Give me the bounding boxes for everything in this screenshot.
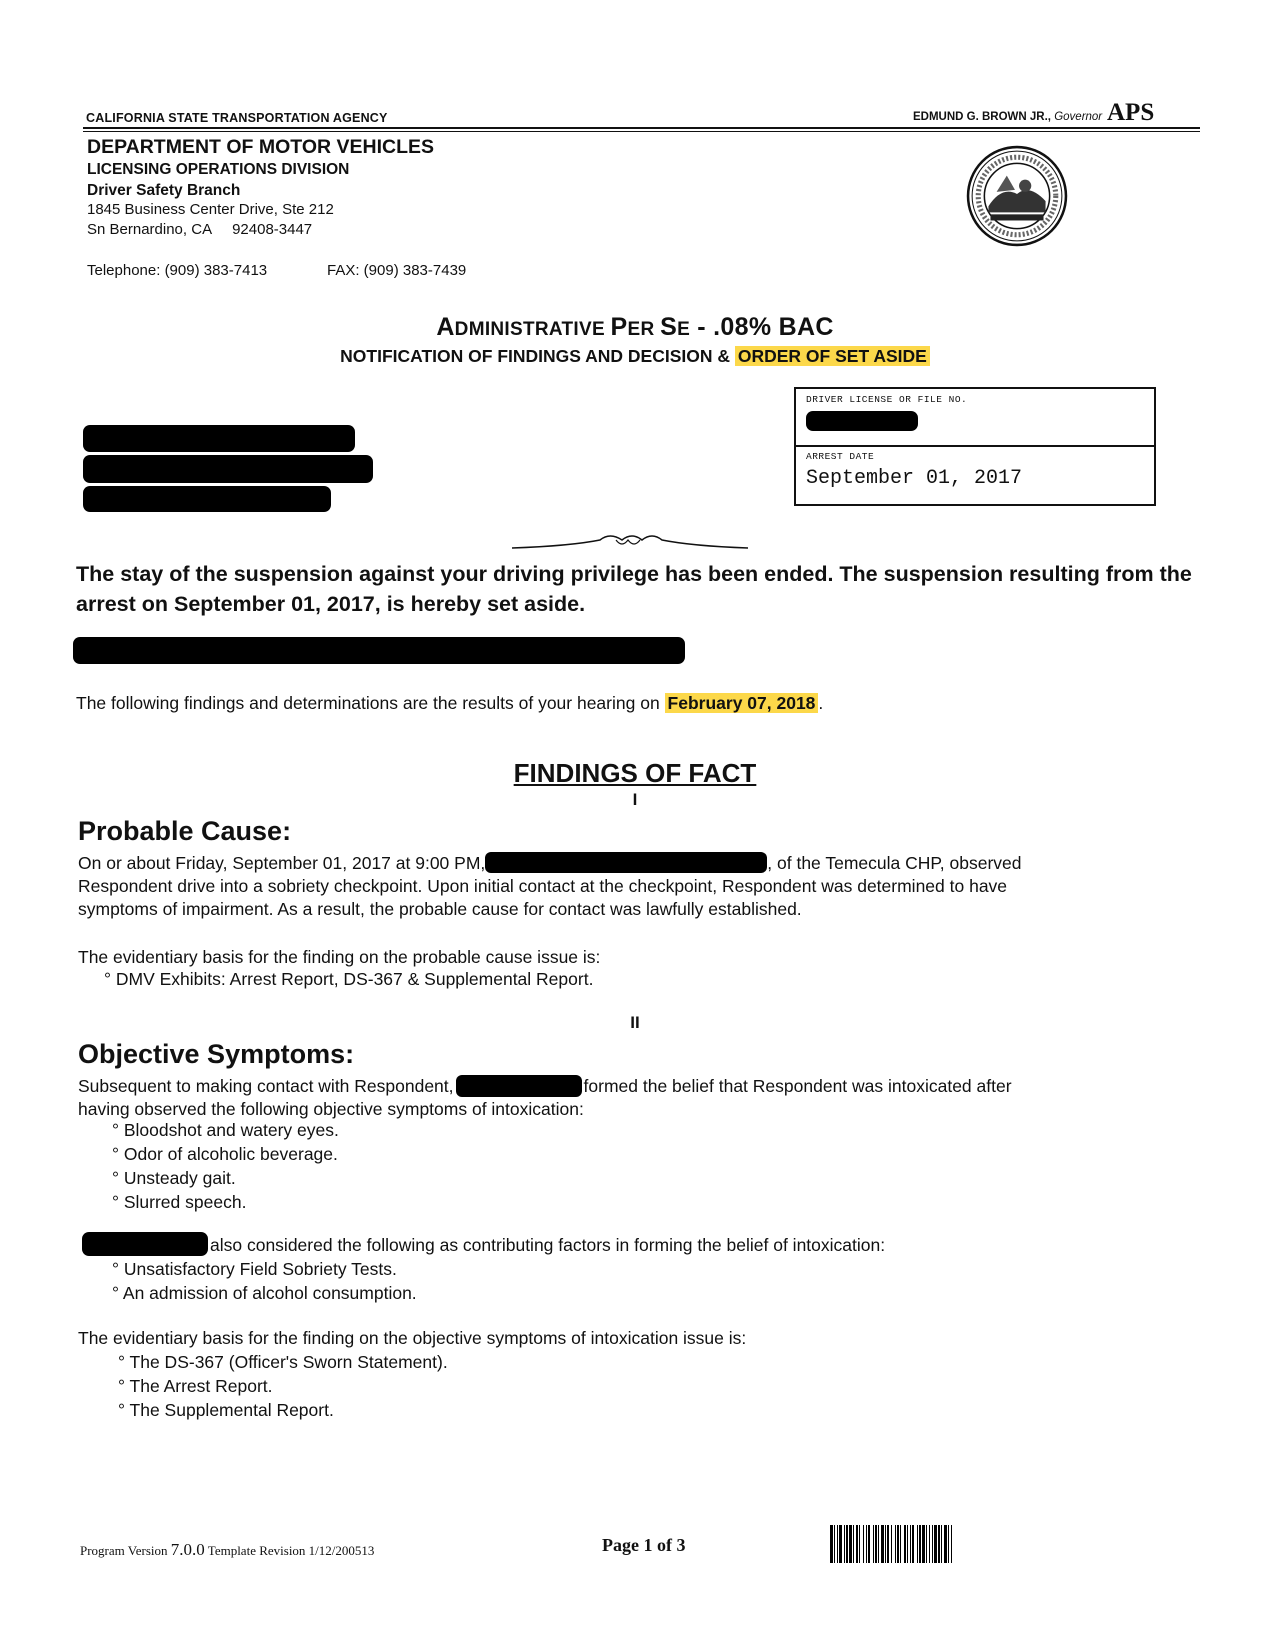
symptom-item: ° Unsteady gait. bbox=[112, 1168, 236, 1188]
text-run: On or about Friday, September 01, 2017 at 9:00 PM, bbox=[78, 853, 486, 873]
paragraph-line bbox=[78, 852, 1193, 875]
contributing-factors-intro: also considered the following as contributing factors in forming the belief of intoxication: bbox=[210, 1235, 886, 1255]
section-number: I bbox=[632, 790, 638, 809]
program-version bbox=[80, 1540, 374, 1560]
header-rule-thin bbox=[83, 131, 1200, 132]
department-name: DEPARTMENT OF MOTOR VEHICLES bbox=[87, 136, 435, 158]
arrest-date-label: ARREST DATE bbox=[806, 451, 875, 462]
hearing-date: February 07, 2018 bbox=[665, 693, 819, 713]
branch-name: Driver Safety Branch bbox=[87, 182, 241, 199]
barcode-bar bbox=[952, 1525, 953, 1563]
title-part: S bbox=[660, 313, 678, 341]
probable-cause-paragraph bbox=[78, 852, 1193, 921]
license-label: DRIVER LICENSE OR FILE NO. bbox=[806, 394, 968, 405]
factor-item: ° Unsatisfactory Field Sobriety Tests. bbox=[112, 1259, 397, 1279]
symptom-item: ° Bloodshot and watery eyes. bbox=[112, 1120, 339, 1140]
probable-cause-basis: The evidentiary basis for the finding on the probable cause issue is: bbox=[78, 947, 601, 967]
box-divider bbox=[796, 445, 1154, 447]
program-version-number: 7.0.0 bbox=[170, 1540, 205, 1559]
agency-name: CALIFORNIA STATE TRANSPORTATION AGENCY bbox=[86, 111, 388, 125]
subtitle-highlight: ORDER OF SET ASIDE bbox=[735, 346, 930, 366]
symptom-item: ° Odor of alcoholic beverage. bbox=[112, 1144, 338, 1164]
title-part: - .08% BAC bbox=[690, 313, 834, 341]
title-part: A bbox=[436, 313, 455, 341]
text-run: formed the belief that Respondent was intoxicated after bbox=[583, 1076, 1012, 1096]
objective-symptoms-paragraph bbox=[78, 1075, 1193, 1121]
hearing-suffix: . bbox=[818, 693, 824, 713]
governor-line bbox=[913, 111, 1102, 123]
text-run: , of the Temecula CHP, observed bbox=[767, 853, 1022, 873]
paragraph-line bbox=[78, 1075, 1193, 1098]
redaction bbox=[83, 425, 355, 452]
objective-symptoms-basis: The evidentiary basis for the finding on the objective symptoms of intoxication issue is: bbox=[78, 1328, 747, 1348]
redaction bbox=[806, 411, 918, 431]
redaction bbox=[456, 1075, 582, 1097]
basis-item: ° The DS-367 (Officer's Sworn Statement). bbox=[118, 1352, 448, 1372]
paragraph-line: symptoms of impairment. As a result, the probable cause for contact was lawfully established. bbox=[78, 899, 802, 919]
basis-item: ° The Supplemental Report. bbox=[118, 1400, 334, 1420]
section-heading-probable-cause: Probable Cause: bbox=[78, 816, 292, 846]
redaction bbox=[485, 852, 767, 873]
redaction bbox=[83, 455, 373, 483]
hearing-statement bbox=[76, 693, 823, 714]
document-subtitle bbox=[0, 346, 1270, 367]
arrest-date-value: September 01, 2017 bbox=[806, 467, 1023, 490]
fax: FAX: (909) 383-7439 bbox=[327, 262, 467, 279]
hearing-prefix: The following findings and determinations are the results of your hearing on bbox=[76, 693, 665, 713]
title-part: DMINISTRATIVE bbox=[454, 319, 611, 340]
symptom-item: ° Slurred speech. bbox=[112, 1192, 247, 1212]
stay-notice: The stay of the suspension against your driving privilege has been ended. The suspension resulting from the arrest on September 01, 2017, is hereby set aside. bbox=[76, 562, 1192, 616]
governor-title: Governor bbox=[1054, 111, 1103, 123]
division-name: LICENSING OPERATIONS DIVISION bbox=[87, 161, 350, 178]
program-code: APS bbox=[1107, 99, 1155, 126]
license-info-box bbox=[794, 387, 1156, 506]
governor-name: EDMUND G. BROWN JR., bbox=[913, 111, 1051, 123]
paragraph-line: Respondent drive into a sobriety checkpoint. Upon initial contact at the checkpoint, Respondent was determined to have bbox=[78, 876, 1008, 896]
title-part: ER bbox=[627, 319, 661, 340]
subtitle-prefix: NOTIFICATION OF FINDINGS AND DECISION & bbox=[340, 346, 735, 366]
document-title bbox=[0, 313, 1270, 342]
redaction bbox=[83, 486, 331, 512]
section-heading-objective-symptoms: Objective Symptoms: bbox=[78, 1039, 355, 1069]
ornament-flourish bbox=[510, 530, 750, 554]
template-revision: Template Revision 1/12/200513 bbox=[204, 1543, 375, 1558]
california-seal-icon bbox=[966, 145, 1068, 247]
text-run: Subsequent to making contact with Respondent, bbox=[78, 1076, 454, 1096]
title-part: E bbox=[677, 319, 691, 340]
paragraph-line: having observed the following objective symptoms of intoxication: bbox=[78, 1099, 584, 1119]
title-part: P bbox=[610, 313, 628, 341]
redaction bbox=[82, 1232, 208, 1256]
findings-title: FINDINGS OF FACT bbox=[513, 758, 757, 788]
telephone: Telephone: (909) 383-7413 bbox=[87, 262, 268, 279]
header-rule bbox=[83, 127, 1200, 129]
page-number: Page 1 of 3 bbox=[602, 1535, 686, 1555]
section-number: II bbox=[630, 1013, 640, 1032]
program-label: Program Version bbox=[80, 1543, 171, 1558]
factor-item: ° An admission of alcohol consumption. bbox=[112, 1283, 417, 1303]
basis-item: ° The Arrest Report. bbox=[118, 1376, 273, 1396]
redaction bbox=[73, 637, 685, 664]
basis-item: ° DMV Exhibits: Arrest Report, DS-367 & Supplemental Report. bbox=[104, 969, 594, 989]
address-line-1: 1845 Business Center Drive, Ste 212 bbox=[87, 201, 334, 218]
address-line-2: Sn Bernardino, CA 92408-3447 bbox=[87, 221, 313, 238]
barcode-icon bbox=[830, 1525, 1160, 1563]
